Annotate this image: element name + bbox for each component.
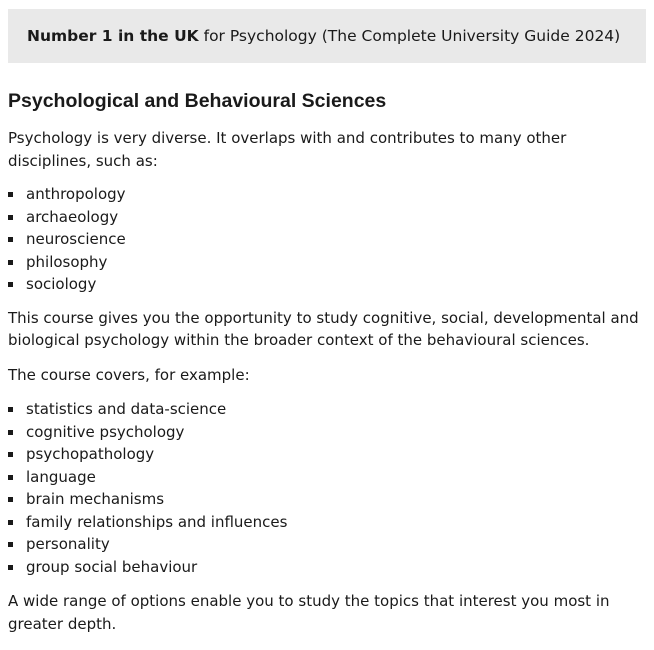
bullet-icon [8,542,13,547]
bullet-icon [8,237,13,242]
callout-strong: Number 1 in the UK [27,26,199,45]
bullet-icon [8,260,13,265]
bullet-icon [8,497,13,502]
bullet-icon [8,192,13,197]
covers-intro-paragraph: The course covers, for example: [8,365,250,384]
list-item-label: family relationships and influences [26,512,288,531]
page-content [0,9,654,650]
ranking-callout [8,9,646,63]
list-item-label: personality [26,535,110,553]
list-item-label: anthropology [26,185,126,203]
list-item [8,556,646,579]
bullet-icon [8,430,13,435]
list-item [8,251,646,274]
list-item-label: brain mechanisms [26,490,165,508]
bullet-icon [8,282,13,287]
list-item-label: neuroscience [26,230,126,248]
bullet-icon [8,407,13,412]
list-item-label: sociology [26,275,97,293]
bullet-icon [8,565,13,570]
bullet-icon [8,452,13,457]
topics-list [8,398,646,578]
list-item [8,228,646,251]
course-paragraph: This course gives you the opportunity to study cognitive, social, developmental and biological psychology within the broader context of the behavioural sciences. [8,308,639,349]
list-item [8,206,646,229]
list-item-label: statistics and data-science [26,400,227,418]
list-item [8,533,646,556]
closing-paragraph: A wide range of options enable you to study the topics that interest you most in greater depth. [8,592,610,633]
callout-rest: for Psychology (The Complete University Guide 2024) [198,26,621,45]
disciplines-list [8,183,646,296]
list-item-label: archaeology [26,207,119,226]
intro-paragraph: Psychology is very diverse. It overlaps with and contributes to many other disciplines, such as: [8,129,567,170]
list-item [8,511,646,534]
section-heading: Psychological and Behavioural Sciences [8,90,387,112]
list-item-label: cognitive psychology [26,422,185,441]
list-item [8,443,646,466]
list-item-label: language [26,467,96,486]
bullet-icon [8,215,13,220]
bullet-icon [8,475,13,480]
list-item [8,421,646,444]
list-item [8,466,646,489]
list-item-label: philosophy [26,252,108,271]
list-item [8,488,646,511]
list-item-label: group social behaviour [26,557,198,576]
callout-text [27,25,620,48]
list-item-label: psychopathology [26,445,155,463]
list-item [8,398,646,421]
list-item [8,273,646,296]
list-item [8,183,646,206]
bullet-icon [8,520,13,525]
